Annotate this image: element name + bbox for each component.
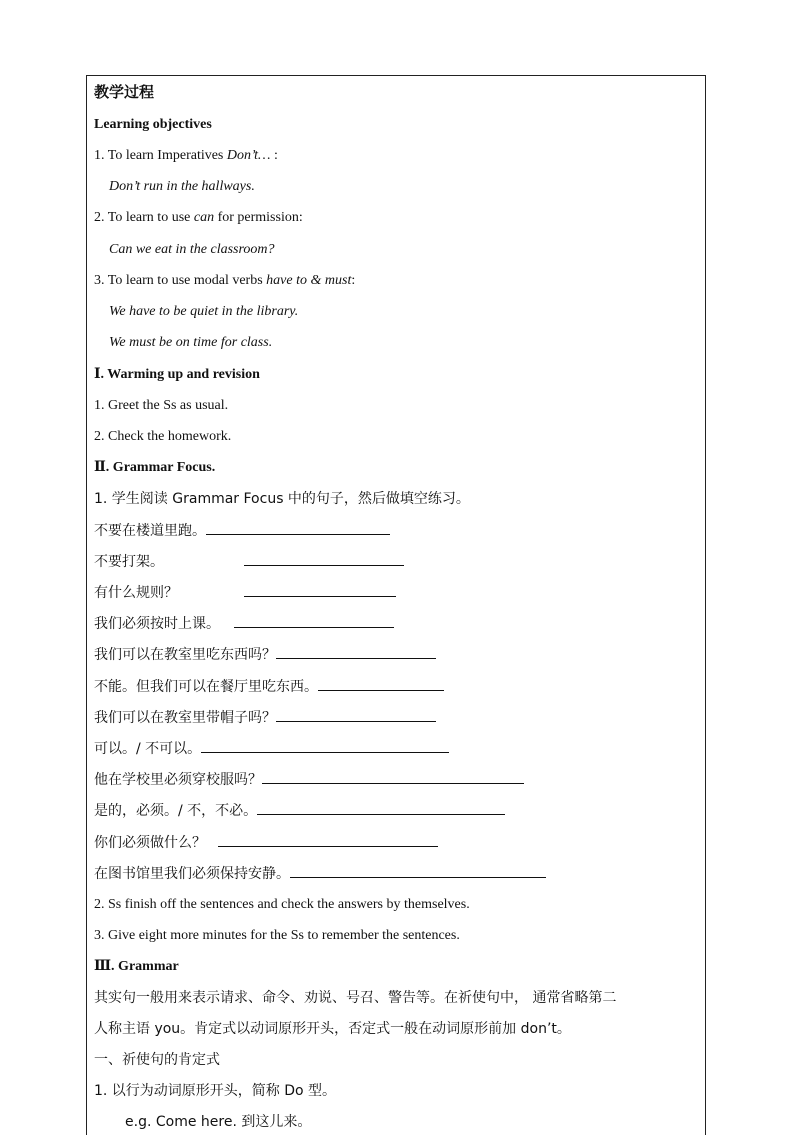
objective-1-example: Don’t run in the hallways. xyxy=(109,179,255,194)
fill-sentence-text: 是的，必须。/ 不，不必。 xyxy=(94,803,258,819)
fill-sentence-text: 你们必须做什么？ xyxy=(94,835,206,851)
answer-blank[interactable] xyxy=(244,551,404,566)
grammar-heading: Ⅲ. Grammar xyxy=(94,959,179,974)
objective-1-keyword: Don’t… xyxy=(226,148,271,163)
answer-blank[interactable] xyxy=(218,832,438,847)
objective-1-text: 1. To learn Imperatives xyxy=(94,148,227,163)
objective-2-example: Can we eat in the classroom? xyxy=(109,242,275,257)
answer-blank[interactable] xyxy=(234,613,394,628)
objective-2-text: 2. To learn to use xyxy=(94,210,194,225)
warming-item-1: 1. Greet the Ss as usual. xyxy=(94,398,229,413)
objective-1 xyxy=(94,146,278,166)
grammar-example: e.g. Come here. 到这儿来。 xyxy=(125,1114,312,1130)
answer-blank[interactable] xyxy=(262,769,524,784)
grammar-focus-intro: 1. 学生阅读 Grammar Focus 中的句子，然后做填空练习。 xyxy=(94,491,470,507)
fill-sentence xyxy=(94,863,546,884)
grammar-paragraph-2: 人称主语 you。肯定式以动词原形开头，否定式一般在动词原形前加 don’t。 xyxy=(94,1021,571,1037)
warming-heading: Ⅰ. Warming up and revision xyxy=(94,367,260,382)
answer-blank[interactable] xyxy=(276,707,436,722)
grammar-subheading: 一、祈使句的肯定式 xyxy=(94,1052,220,1068)
grammar-paragraph-1: 其实句一般用来表示请求、命令、劝说、号召、警告等。在祈使句中， 通常省略第二 xyxy=(94,990,617,1006)
fill-sentence-text: 有什么规则？ xyxy=(94,585,178,601)
answer-blank[interactable] xyxy=(318,676,444,691)
objective-3 xyxy=(94,271,355,291)
grammar-item-1: 1. 以行为动词原形开头，简称 Do 型。 xyxy=(94,1083,337,1099)
fill-sentence xyxy=(94,738,449,759)
answer-blank[interactable] xyxy=(276,644,436,659)
fill-sentence-text: 在图书馆里我们必须保持安静。 xyxy=(94,866,290,882)
grammar-focus-step-2: 2. Ss finish off the sentences and check the answers by themselves. xyxy=(94,897,470,912)
objective-3-example: We have to be quiet in the library. xyxy=(109,304,299,319)
answer-blank[interactable] xyxy=(290,863,546,878)
fill-sentence-text: 可以。/ 不可以。 xyxy=(94,741,202,757)
fill-sentence xyxy=(94,520,390,541)
objective-2 xyxy=(94,208,303,228)
fill-sentence xyxy=(94,800,505,821)
fill-sentence xyxy=(94,676,444,697)
fill-sentence-text: 我们可以在教室里带帽子吗？ xyxy=(94,710,276,726)
objective-3-keyword: have to & must xyxy=(266,273,352,288)
objective-3-example-2: We must be on time for class. xyxy=(109,335,273,350)
answer-blank[interactable] xyxy=(257,800,505,815)
fill-sentence-text: 他在学校里必须穿校服吗？ xyxy=(94,772,262,788)
fill-sentence xyxy=(94,769,524,790)
answer-blank[interactable] xyxy=(244,582,396,597)
objective-3-suffix: : xyxy=(351,273,356,288)
section-title: 教学过程 xyxy=(94,83,155,101)
grammar-focus-step-3: 3. Give eight more minutes for the Ss to remember the sentences. xyxy=(94,928,460,943)
fill-sentence xyxy=(94,551,404,572)
fill-sentence xyxy=(94,613,394,634)
fill-sentence xyxy=(94,644,436,665)
fill-sentence xyxy=(94,832,438,853)
fill-sentence xyxy=(94,707,436,728)
objective-3-text: 3. To learn to use modal verbs xyxy=(94,273,267,288)
objective-2-keyword: can xyxy=(193,210,215,225)
fill-sentence xyxy=(94,582,396,603)
fill-sentence-text: 我们可以在教室里吃东西吗？ xyxy=(94,647,276,663)
objective-1-suffix: : xyxy=(270,148,278,163)
objectives-heading: Learning objectives xyxy=(94,117,212,132)
fill-sentence-text: 我们必须按时上课。 xyxy=(94,616,220,632)
fill-sentence-text: 不要在楼道里跑。 xyxy=(94,523,206,539)
warming-item-2: 2. Check the homework. xyxy=(94,429,232,444)
grammar-focus-heading: Ⅱ. Grammar Focus. xyxy=(94,460,216,475)
fill-sentence-text: 不能。但我们可以在餐厅里吃东西。 xyxy=(94,679,318,695)
objective-2-suffix: for permission: xyxy=(214,210,303,225)
answer-blank[interactable] xyxy=(201,738,449,753)
lesson-table-cell xyxy=(86,75,706,1135)
fill-sentence-text: 不要打架。 xyxy=(94,554,164,570)
answer-blank[interactable] xyxy=(206,520,390,535)
